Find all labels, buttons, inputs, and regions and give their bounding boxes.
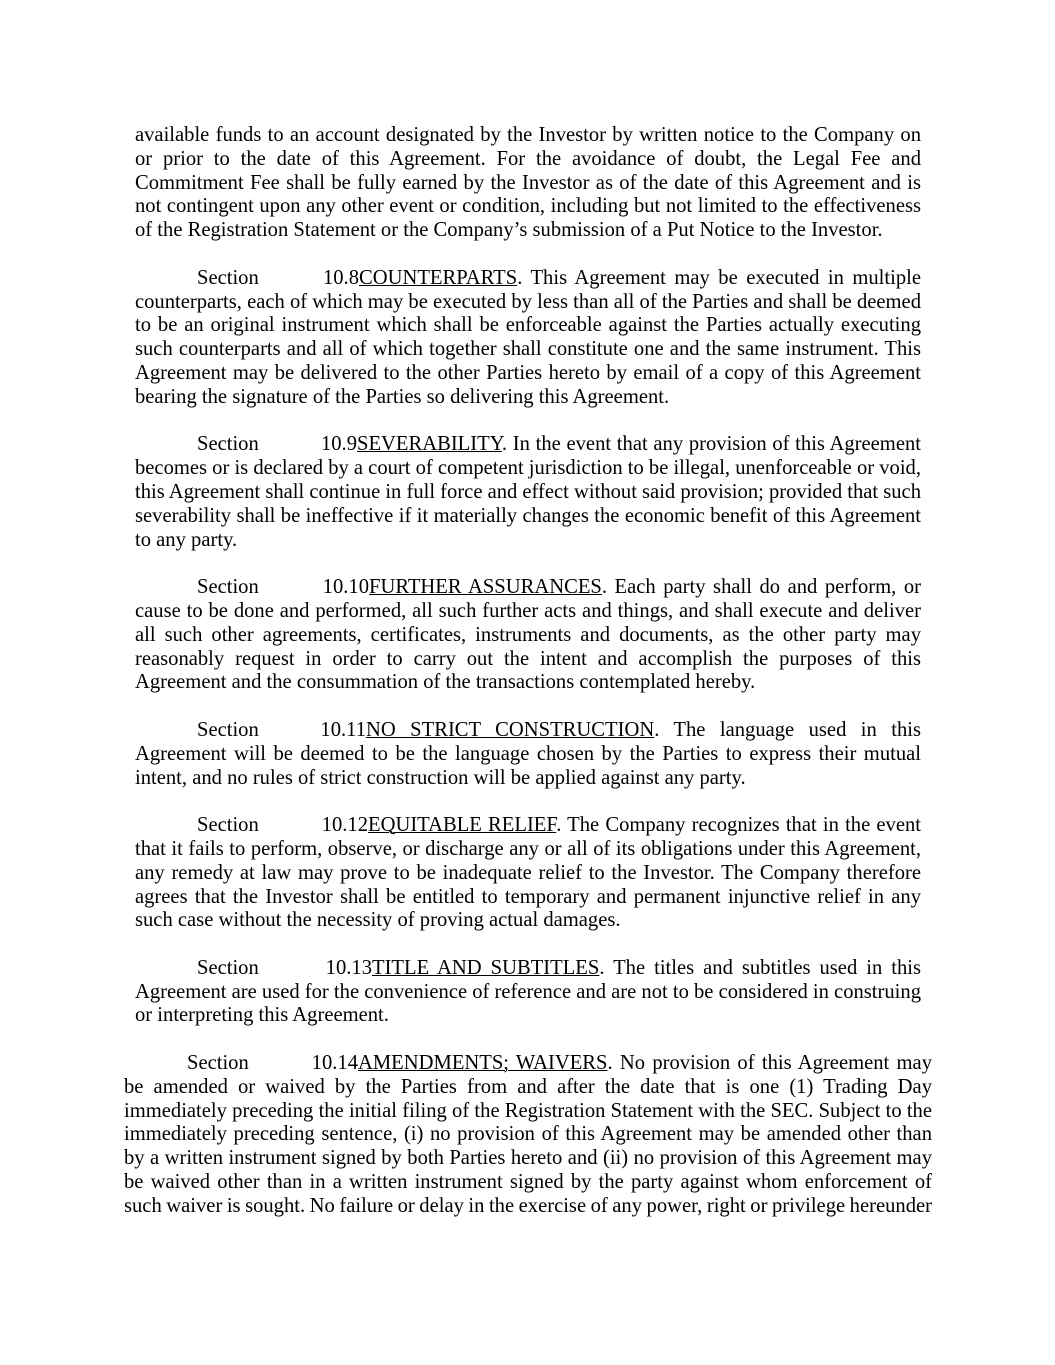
section-heading: FURTHER ASSURANCES <box>369 576 602 599</box>
section-10-14-amendments-waivers <box>124 1052 932 1219</box>
text-line: intent, and no rules of strict construction will be applied against any party. <box>135 766 746 789</box>
text-line: Agreement are used for the convenience of reference and are not to be considered in construing <box>135 980 921 1003</box>
text-line: to any party. <box>135 528 238 551</box>
section-heading: TITLE AND SUBTITLES <box>372 956 600 979</box>
section-number: Section 10.8 <box>197 266 359 289</box>
text-line: that it fails to perform, observe, or discharge any or all of its obligations under this Agreement, <box>135 837 921 860</box>
section-first-line <box>135 576 921 600</box>
text-line: not contingent upon any other event or condition, including but not limited to the effectiveness <box>135 195 921 218</box>
section-10-10-further-assurances <box>135 576 921 695</box>
text-line: becomes or is declared by a court of competent jurisdiction to be illegal, unenforceable or void, <box>135 457 921 480</box>
section-heading: AMENDMENTS; WAIVERS <box>358 1052 608 1075</box>
text-line: all such other agreements, certificates, instruments and documents, as the other party may <box>135 623 921 646</box>
text-line: by a written instrument signed by both Parties hereto and (ii) no provision of this Agreement may <box>124 1147 932 1170</box>
section-first-line <box>135 719 921 743</box>
section-first-line <box>135 267 921 291</box>
section-first-line-text: . The titles and subtitles used in this <box>599 956 921 979</box>
section-first-line-text: . Each party shall do and perform, or <box>601 576 921 599</box>
text-line: agrees that the Investor shall be entitled to temporary and permanent injunctive relief in any <box>135 885 921 908</box>
text-line: Commitment Fee shall be fully earned by the Investor as of the date of this Agreement and is <box>135 171 921 194</box>
section-heading: EQUITABLE RELIEF <box>368 814 557 837</box>
section-first-line-text: . The Company recognizes that in the event <box>556 814 921 837</box>
text-line: this Agreement shall continue in full force and effect without said provision; provided that such <box>135 480 921 503</box>
text-line: such case without the necessity of proving actual damages. <box>135 909 621 932</box>
paragraph-continuation <box>135 124 921 243</box>
section-first-line <box>135 957 921 981</box>
section-heading: COUNTERPARTS <box>359 266 518 289</box>
text-line: of the Registration Statement or the Company’s submission of a Put Notice to the Investor. <box>135 219 883 242</box>
section-number: Section 10.14 <box>187 1052 358 1075</box>
section-first-line <box>135 814 921 838</box>
text-line: or interpreting this Agreement. <box>135 1004 389 1027</box>
text-line: counterparts, each of which may be executed by less than all of the Parties and shall be deemed <box>135 290 921 313</box>
section-10-13-title-and-subtitles <box>135 957 921 1028</box>
text-line: immediately preceding sentence, (i) no provision of this Agreement may be amended other than <box>124 1123 932 1146</box>
text-line: be amended or waived by the Parties from and after the date that is one (1) Trading Day <box>124 1075 932 1098</box>
text-line: to be an original instrument which shall be enforceable against the Parties actually executing <box>135 314 921 337</box>
section-heading: NO STRICT CONSTRUCTION <box>366 718 655 741</box>
text-line: available funds to an account designated by the Investor by written notice to the Company on <box>135 124 921 146</box>
text-line: severability shall be ineffective if it materially changes the economic benefit of this Agreement <box>135 504 921 527</box>
text-line: immediately preceding the initial filing of the Registration Statement with the SEC. Subject to the <box>124 1099 932 1122</box>
section-10-12-equitable-relief <box>135 814 921 933</box>
text-line: cause to be done and performed, all such further acts and things, and shall execute and deliver <box>135 599 921 622</box>
text-line: any remedy at law may prove to be inadequate relief to the Investor. The Company therefore <box>135 861 921 884</box>
section-heading: SEVERABILITY <box>357 433 502 456</box>
section-10-11-no-strict-construction <box>135 719 921 790</box>
text-line: such counterparts and all of which together shall constitute one and the same instrument. This <box>135 338 921 361</box>
document-page <box>0 124 1055 1242</box>
text-line: or prior to the date of this Agreement. For the avoidance of doubt, the Legal Fee and <box>135 147 921 170</box>
section-10-9-severability <box>135 433 921 552</box>
text-line: reasonably request in order to carry out the intent and accomplish the purposes of this <box>135 647 921 670</box>
text-line: Agreement and the consummation of the transactions contemplated hereby. <box>135 671 756 694</box>
section-first-line <box>124 1052 932 1076</box>
section-first-line-text: . In the event that any provision of this Agreement <box>501 433 921 456</box>
text-line: bearing the signature of the Parties so delivering this Agreement. <box>135 385 670 408</box>
text-line: Agreement may be delivered to the other Parties hereto by email of a copy of this Agreement <box>135 361 921 384</box>
section-first-line-text: . No provision of this Agreement may <box>607 1052 932 1075</box>
text-line: be waived other than in a written instrument signed by the party against whom enforcement of <box>124 1171 932 1194</box>
section-first-line <box>135 433 921 457</box>
section-first-line-text: . The language used in this <box>654 718 922 741</box>
section-number: Section 10.11 <box>197 718 366 741</box>
section-first-line-text: . This Agreement may be executed in multiple <box>517 266 921 289</box>
section-number: Section 10.10 <box>197 576 369 599</box>
text-line: Agreement will be deemed to be the language chosen by the Parties to express their mutual <box>135 742 921 765</box>
section-number: Section 10.13 <box>197 956 372 979</box>
section-number: Section 10.12 <box>197 814 368 837</box>
section-10-8-counterparts <box>135 267 921 410</box>
section-number: Section 10.9 <box>197 433 357 456</box>
text-line: such waiver is sought. No failure or delay in the exercise of any power, right or privilege hereunder <box>124 1194 932 1217</box>
